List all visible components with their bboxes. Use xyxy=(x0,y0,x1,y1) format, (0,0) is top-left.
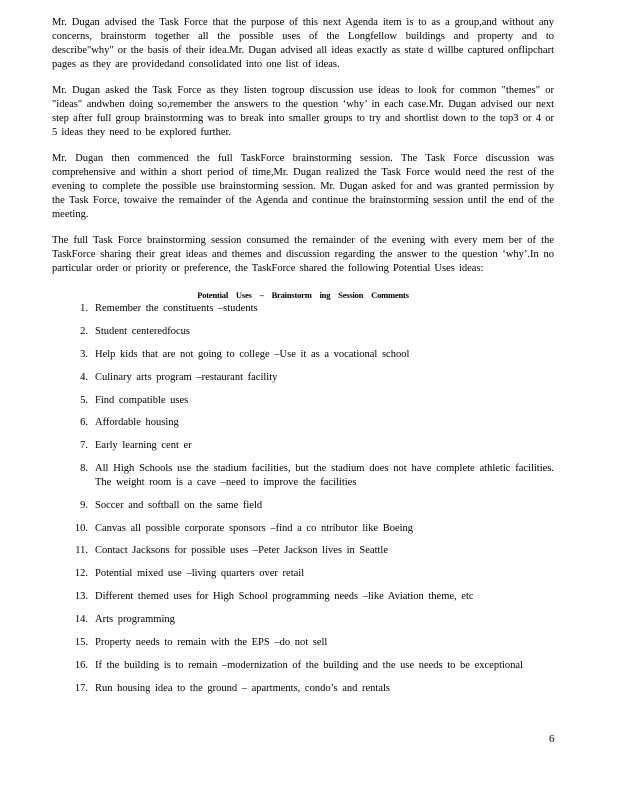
list-item-number: 5. xyxy=(80,394,88,406)
list-item-number: 10. xyxy=(74,522,88,534)
list-item-text: All High Schools use the stadium facilities, but the stadium does not have complete athletic facilities. The weight room is a cave –need to improve the facilities xyxy=(95,463,554,488)
list-item-text: Culinary arts program –restaurant facility xyxy=(95,371,278,383)
list-item-text: Find compatible uses xyxy=(95,394,189,406)
list-item xyxy=(52,682,554,696)
list-item-text: Canvas all possible corporate sponsors –find a co ntributor like Boeing xyxy=(95,522,414,534)
list-item-number: 2. xyxy=(80,325,88,337)
list-item-number: 4. xyxy=(80,371,88,383)
list-item-text: Early learning cent er xyxy=(95,440,192,452)
list-item-number: 13. xyxy=(74,591,88,603)
list-item-text: Property needs to remain with the EPS –do not sell xyxy=(95,636,328,648)
list-item xyxy=(52,567,554,581)
list-item xyxy=(52,416,554,430)
list-item-text: Remember the constituents –students xyxy=(95,303,258,314)
list-item-number: 6. xyxy=(80,417,88,429)
list-item-text: Contact Jacksons for possible uses –Peter Jackson lives in Seattle xyxy=(95,545,388,557)
list-item-text: Student centeredfocus xyxy=(95,325,191,337)
list-item xyxy=(52,348,554,362)
list-item-number: 11. xyxy=(75,545,88,557)
list-item-number: 3. xyxy=(80,348,88,360)
list-item-number: 9. xyxy=(80,499,88,511)
page-number: 6 xyxy=(549,733,555,745)
list-heading: Potential Uses – Brainstorm ing Session Comments xyxy=(197,290,409,300)
paragraph-session-summary: The full Task Force brainstorming session consumed the remainder of the evening with every mem ber of the TaskForce sharing their great ideas and themes and discussion regarding the answer to the question ‘why’.In no particular order or priority or preference, the TaskForce shared the following Potential Uses ideas: xyxy=(52,235,554,274)
list-item-text: Affordable housing xyxy=(95,417,179,429)
list-item xyxy=(52,659,554,673)
list-item xyxy=(52,462,554,489)
document-page xyxy=(52,16,554,705)
list-item xyxy=(52,439,554,453)
list-item-number: 16. xyxy=(74,659,88,671)
list-item xyxy=(52,613,554,627)
list-item xyxy=(52,302,554,316)
list-item-number: 17. xyxy=(74,682,88,694)
list-item-number: 8. xyxy=(80,463,88,475)
list-item xyxy=(52,544,554,558)
list-item xyxy=(52,394,554,408)
paragraph-session-start: Mr. Dugan then commenced the full TaskForce brainstorming session. The Task Force discussion was comprehensive and within a short period of time,Mr. Dugan realized the Task Force would need the rest of the evening to complete the possible use brainstorming session. Mr. Dugan asked for and was granted permission by the Task Force, towaive the remainder of the Agenda and continue the brainstorming session until the end of the meeting. xyxy=(52,153,554,220)
list-item xyxy=(52,325,554,339)
list-item-text: Soccer and softball on the same field xyxy=(95,499,263,511)
list-item-number: 12. xyxy=(74,568,88,580)
list-item xyxy=(52,499,554,513)
paragraph-themes: Mr. Dugan asked the Task Force as they listen togroup discussion use ideas to look for common "themes" or "ideas" andwhen doing so,remember the answers to the question ‘why’ in each case.Mr. Dugan advised our next step after full group brainstorming was to break into smaller groups to try and shortlist down to the top3 or 4 or 5 ideas they need to be explored further. xyxy=(52,85,554,138)
list-item xyxy=(52,371,554,385)
list-item-number: 14. xyxy=(74,614,88,626)
paragraph-agenda-purpose: Mr. Dugan advised the Task Force that the purpose of this next Agenda item is to as a group,and without any concerns, brainstorm together all the possible uses of the Longfellow buildings and property and to describe"why" or the basis of their idea.Mr. Dugan advised all ideas exactly as state d willbe captured onflipchart pages as they are providedand consolidated into one list of ideas. xyxy=(52,17,554,70)
list-item xyxy=(52,522,554,536)
list-item-text: Different themed uses for High School programming needs –like Aviation theme, etc xyxy=(95,591,474,603)
list-item-number: 1. xyxy=(80,303,88,314)
list-item-text: Run housing idea to the ground – apartments, condo’s and rentals xyxy=(95,682,390,694)
list-item-text: Help kids that are not going to college –Use it as a vocational school xyxy=(95,348,410,360)
list-item-number: 7. xyxy=(80,440,88,452)
list-item-text: Potential mixed use –living quarters over retail xyxy=(95,568,305,580)
list-item xyxy=(52,636,554,650)
list-item xyxy=(52,590,554,604)
list-item-text: Arts programming xyxy=(95,614,175,626)
potential-uses-list xyxy=(52,302,554,695)
list-item-number: 15. xyxy=(74,636,88,648)
list-item-text: If the building is to remain –modernization of the building and the use needs to be exceptional xyxy=(95,659,523,671)
